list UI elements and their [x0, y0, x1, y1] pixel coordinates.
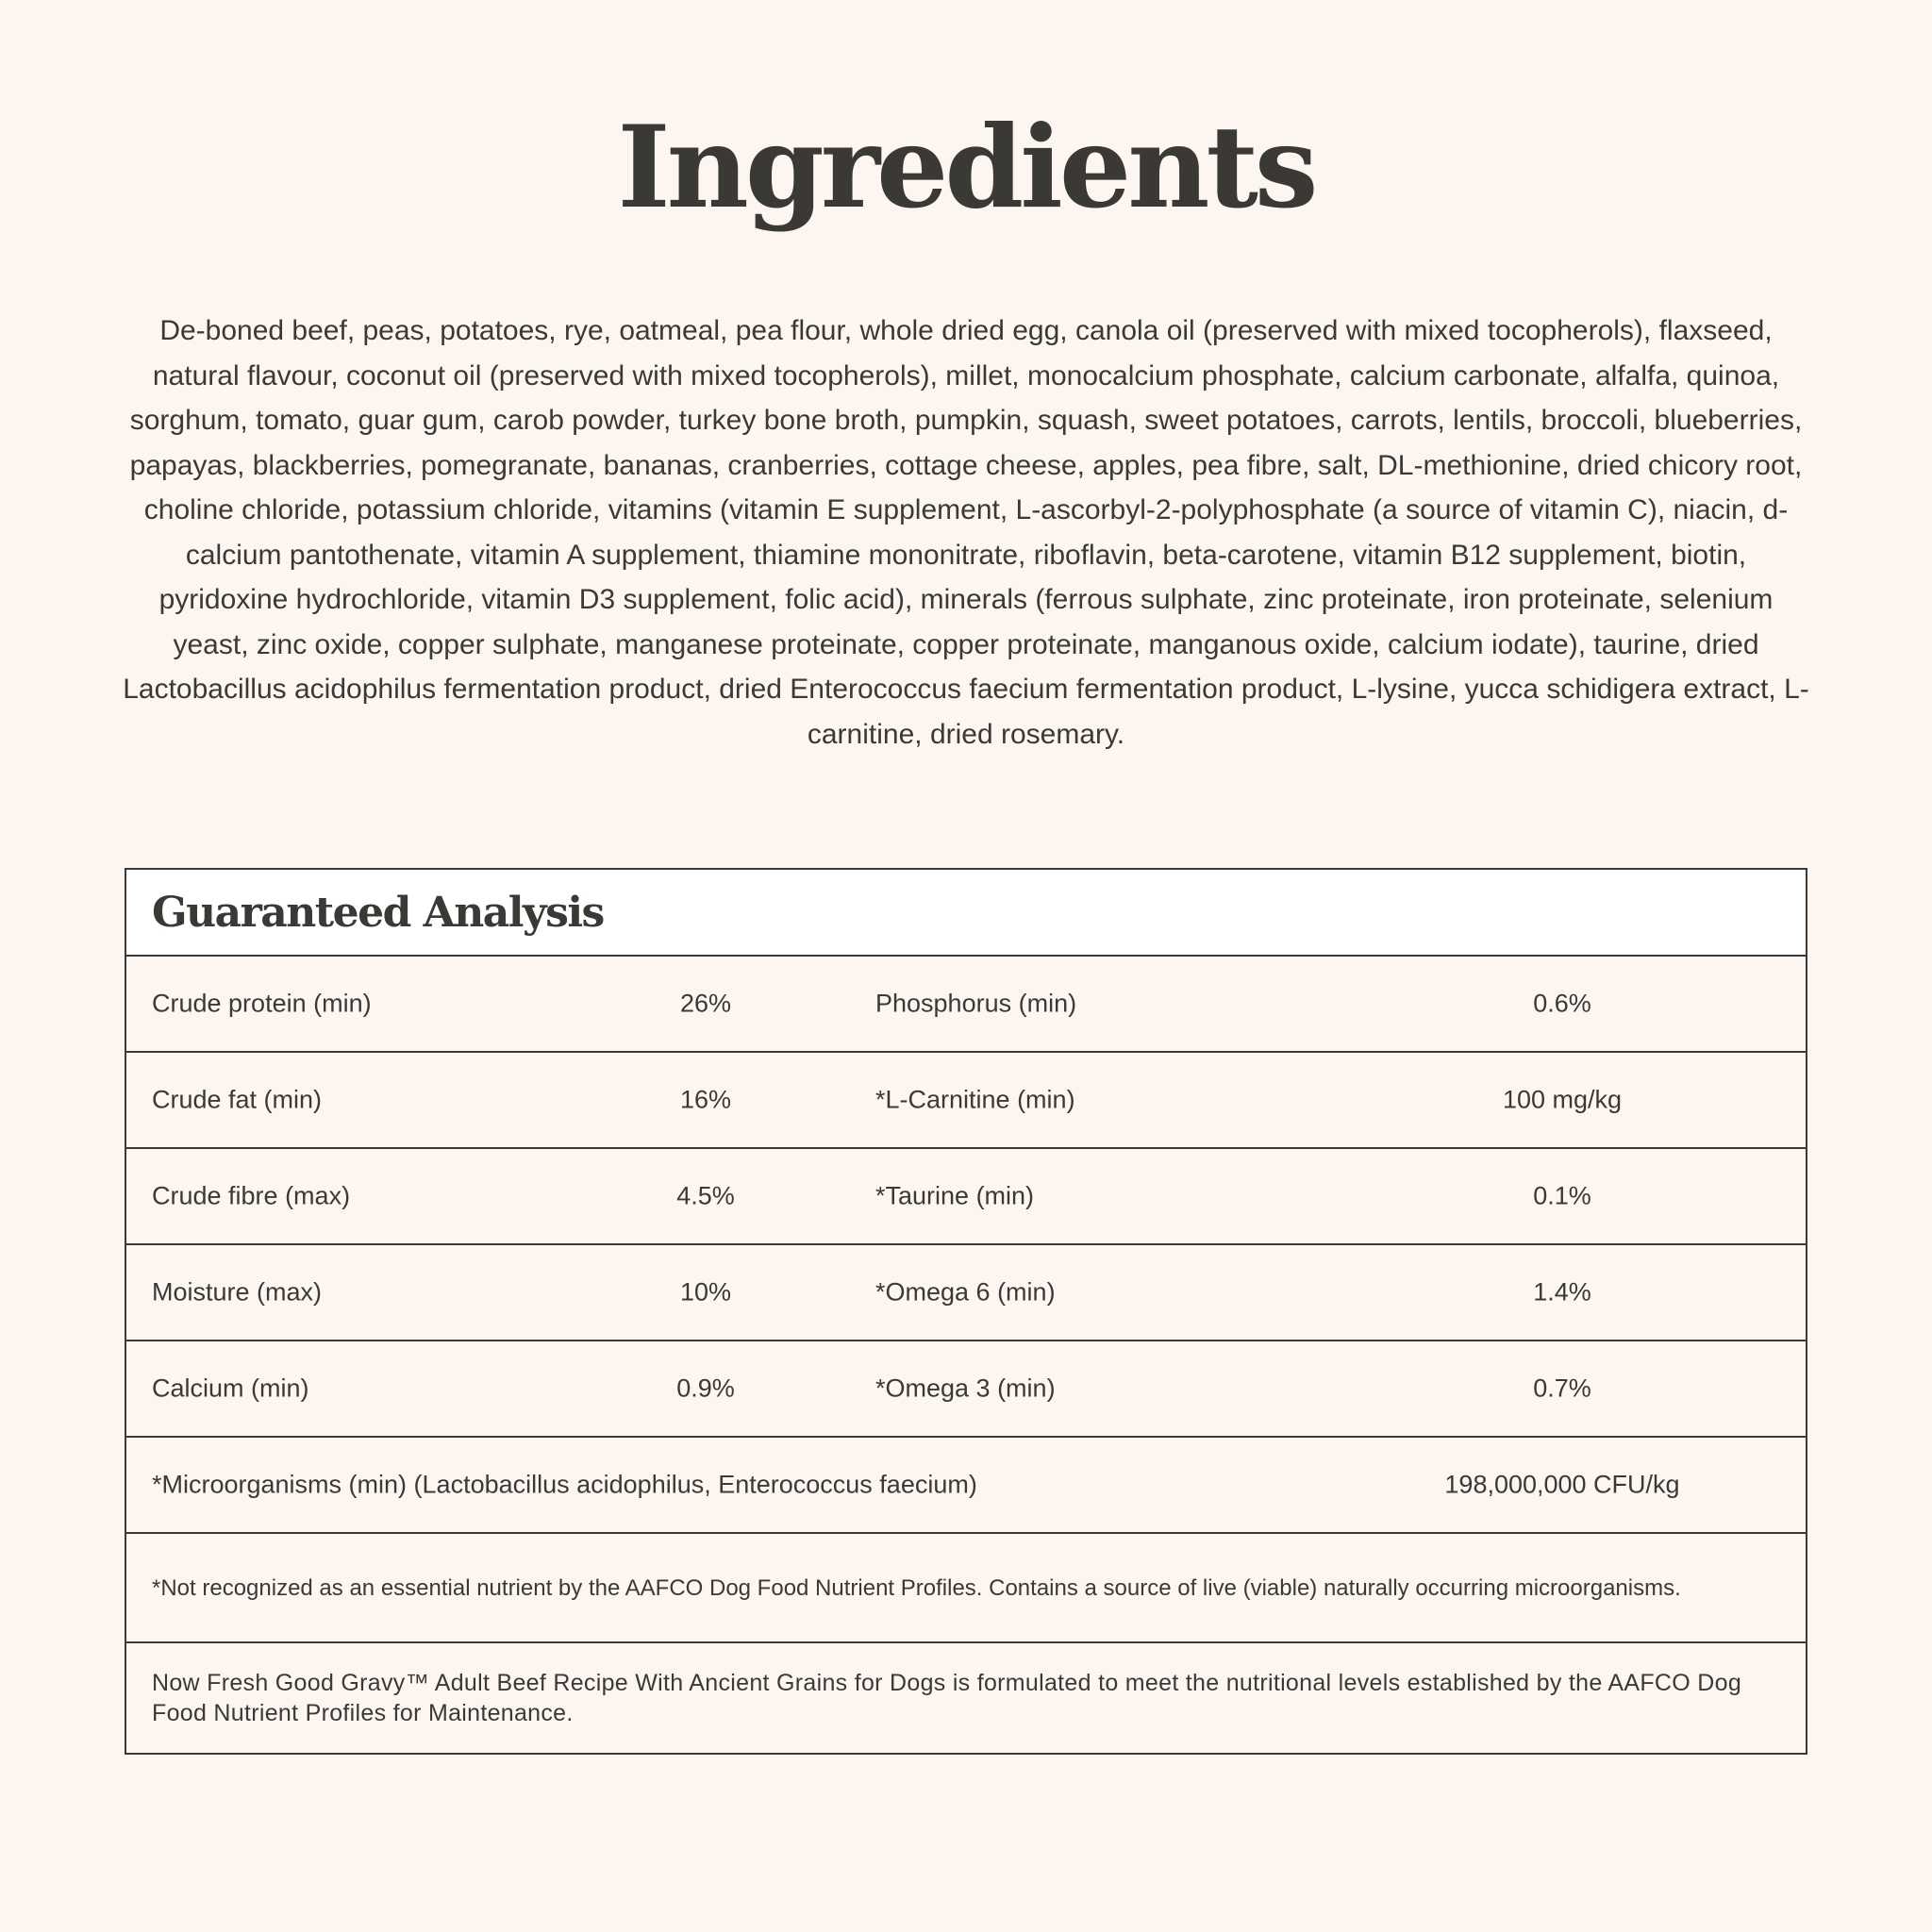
nutrient-value: 26% — [679, 989, 732, 1018]
nutrient-label: Crude fibre (max) — [152, 1181, 351, 1210]
page-title: Ingredients — [617, 101, 1315, 234]
nutrient-label: Phosphorus (min) — [875, 989, 1077, 1018]
nutrient-label: *Omega 3 (min) — [875, 1374, 1056, 1403]
nutrient-value: 10% — [679, 1277, 732, 1307]
table-row — [126, 1149, 1806, 1245]
nutrient-label: Crude protein (min) — [152, 989, 372, 1018]
aafco-statement: Now Fresh Good Gravy™ Adult Beef Recipe With Ancient Grains for Dogs is formulated to meet the nutritional levels established by the AAFCO Dog Food Nutrient Profiles for Maintenance. — [152, 1670, 1742, 1726]
nutrient-value: 4.5% — [676, 1181, 735, 1210]
microorganisms-row — [126, 1438, 1806, 1534]
microorganisms-label: *Microorganisms (min) (Lactobacillus acidophilus, Enterococcus faecium) — [152, 1470, 977, 1499]
nutrient-label: *Omega 6 (min) — [875, 1277, 1056, 1307]
nutrient-value: 0.1% — [1533, 1181, 1591, 1210]
nutrient-label: Crude fat (min) — [152, 1085, 323, 1114]
nutrient-label: *Taurine (min) — [875, 1181, 1035, 1210]
nutrient-value: 16% — [679, 1085, 732, 1114]
nutrient-value: 1.4% — [1533, 1277, 1591, 1307]
table-row — [126, 1053, 1806, 1149]
nutrient-value: 0.9% — [676, 1374, 735, 1403]
nutrient-label: *L-Carnitine (min) — [875, 1085, 1075, 1114]
guaranteed-analysis-table — [125, 868, 1807, 1755]
nutrient-value: 0.7% — [1533, 1374, 1591, 1403]
ingredients-text: De-boned beef, peas, potatoes, rye, oatmeal, pea flour, whole dried egg, canola oil (preserved with mixed tocopherols), flaxseed, natural flavour, coconut oil (preserved with mixed tocopherols), millet, monocalcium phosphate, calcium carbonate, alfalfa, quinoa, sorghum, tomato, guar gum, carob powder, turkey bone broth, pumpkin, squash, sweet potatoes, carrots, lentils, broccoli, blueberries, papayas, blackberries, pomegranate, bananas, cranberries, cottage cheese, apples, pea fibre, salt, DL-methionine, dried chicory root, choline chloride, potassium chloride, vitamins (vitamin E supplement, L-ascorbyl-2-polyphosphate (a source of vitamin C), niacin, d-calcium pantothenate, vitamin A supplement, thiamine mononitrate, riboflavin, beta-carotene, vitamin B12 supplement, biotin, pyridoxine hydrochloride, vitamin D3 supplement, folic acid), minerals (ferrous sulphate, zinc proteinate, iron proteinate, selenium yeast, zinc oxide, copper sulphate, manganese proteinate, copper proteinate, manganous oxide, calcium iodate), taurine, dried Lactobacillus acidophilus fermentation product, dried Enterococcus faecium fermentation product, L-lysine, yucca schidigera extract, L-carnitine, dried rosemary. — [123, 315, 1809, 750]
nutrient-label: Moisture (max) — [152, 1277, 323, 1307]
microorganisms-value: 198,000,000 CFU/kg — [1444, 1470, 1680, 1499]
table-row — [126, 1341, 1806, 1438]
table-row — [126, 957, 1806, 1053]
guaranteed-analysis-title: Guaranteed Analysis — [126, 870, 1806, 957]
table-row — [126, 1245, 1806, 1341]
footnote: *Not recognized as an essential nutrient by the AAFCO Dog Food Nutrient Profiles. Contains a source of live (viable) naturally occurring microorganisms. — [126, 1534, 1806, 1643]
nutrient-value: 0.6% — [1533, 989, 1591, 1018]
nutrient-label: Calcium (min) — [152, 1374, 309, 1403]
nutrient-value: 100 mg/kg — [1502, 1085, 1623, 1114]
